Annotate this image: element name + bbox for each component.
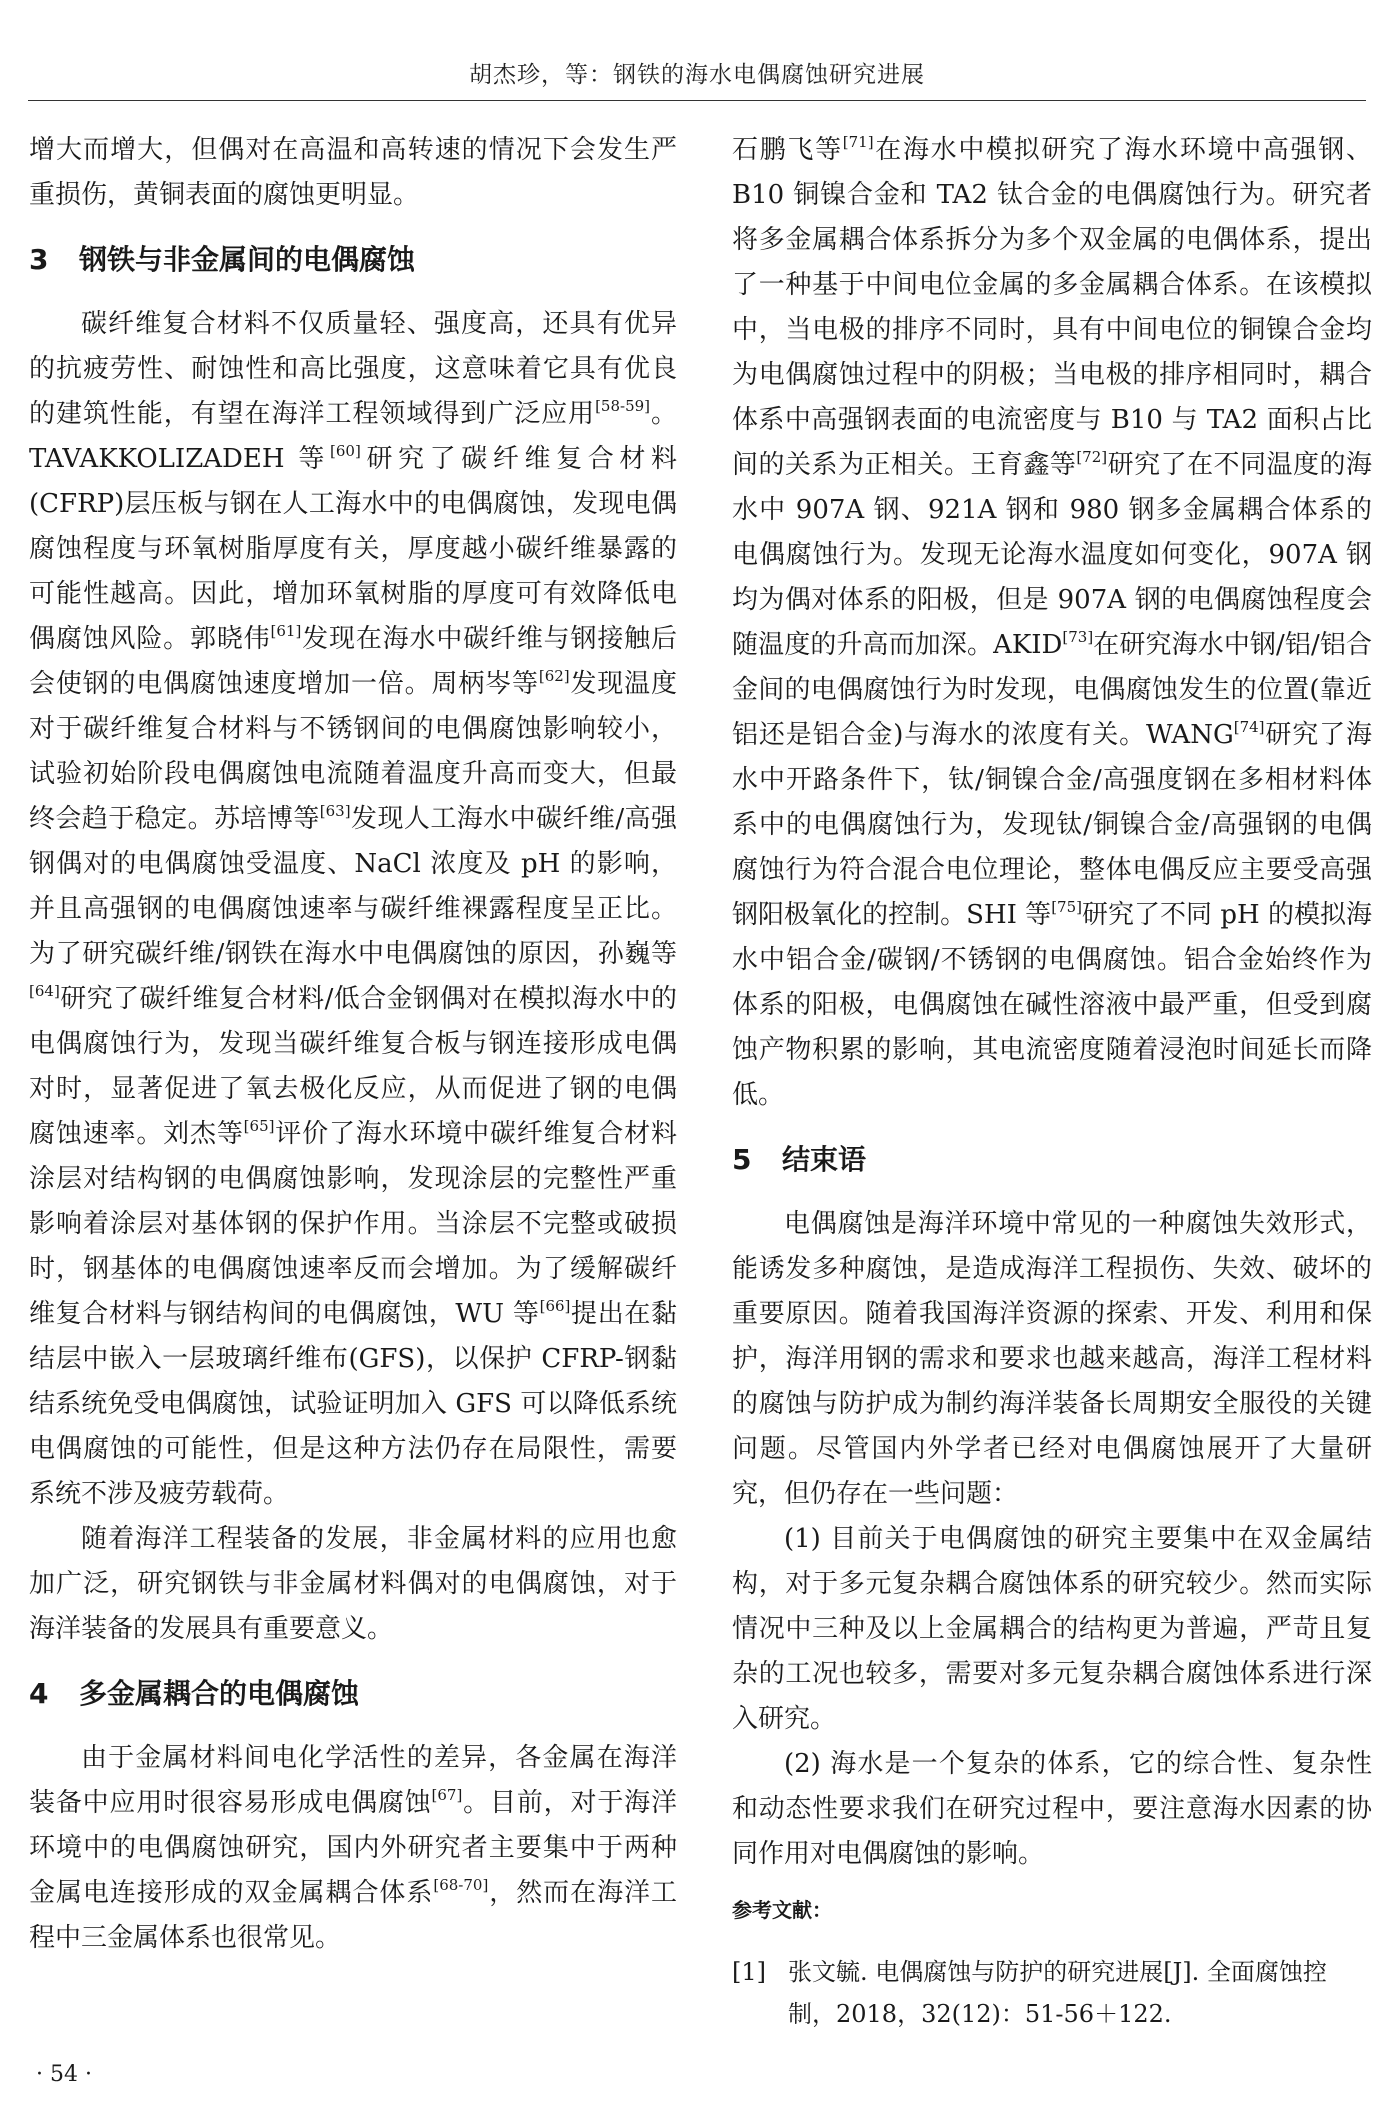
- citation: [75]: [1051, 898, 1082, 916]
- running-header: 胡杰珍，等：钢铁的海水电偶腐蚀研究进展: [469, 62, 925, 88]
- citation: [65]: [243, 1117, 275, 1135]
- citation: [68-70]: [433, 1876, 489, 1894]
- citation: [62]: [538, 667, 570, 685]
- section-3-heading: [29, 238, 677, 282]
- citation: [60]: [330, 442, 361, 460]
- left-column: [29, 128, 677, 1961]
- paragraph-point-2: (2) 海水是一个复杂的体系，它的综合性、复杂性和动态性要求我们在研究过程中，要注意海水因素的协同作用对电偶腐蚀的影响。: [732, 1749, 1372, 1869]
- text-run: 发现温度对于碳纤维复合材料与不锈钢间的电偶腐蚀影响较小，试验初始阶段电偶腐蚀电流随着温度升高而变大，但最终会趋于稳定。苏培博等: [29, 669, 677, 834]
- paragraph-multimetal-cont: [732, 128, 1372, 1118]
- right-column: [732, 128, 1372, 2035]
- text-run: 。目前，对于海洋环境中的电偶腐蚀研究，国内外研究者主要集中于两种金属电连接形成的双金属耦合体系: [29, 1788, 677, 1908]
- citation: [63]: [319, 802, 351, 820]
- text-run: 石鹏飞等: [732, 135, 843, 165]
- paragraph-conclusion: 电偶腐蚀是海洋环境中常见的一种腐蚀失效形式，能诱发多种腐蚀，是造成海洋工程损伤、失效、破坏的重要原因。随着我国海洋资源的探索、开发、利用和保护，海洋用钢的需求和要求也越来越高，海洋工程材料的腐蚀与防护成为制约海洋装备长周期安全服役的关键问题。尽管国内外学者已经对电偶腐蚀展开了大量研究，但仍存在一些问题：: [732, 1209, 1372, 1509]
- text-run: 碳纤维复合材料不仅质量轻、强度高，还具有优异的抗疲劳性、耐蚀性和高比强度，这意味着它具有优良的建筑性能，有望在海洋工程领域得到广泛应用: [29, 309, 677, 429]
- section-number: 3: [29, 243, 49, 276]
- text-run: 。TAVAKKOLIZADEH 等: [29, 399, 677, 474]
- section-5-heading: [732, 1138, 1372, 1182]
- text-run: 发现人工海水中碳纤维/高强钢偶对的电偶腐蚀受温度、NaCl 浓度及 pH 的影响，并且高强钢的电偶腐蚀速率与碳纤维裸露程度呈正比。为了研究碳纤维/钢铁在海水中电偶腐蚀的原因，孙巍等: [29, 804, 677, 969]
- text-run: 研究了不同 pH 的模拟海水中铝合金/碳钢/不锈钢的电偶腐蚀。铝合金始终作为体系的阳极，电偶腐蚀在碱性溶液中最严重，但受到腐蚀产物积累的影响，其电流密度随着浸泡时间延长而降低。: [732, 900, 1372, 1110]
- section-4-heading: [29, 1672, 677, 1716]
- citation: [66]: [539, 1297, 571, 1315]
- header-rule: [28, 100, 1366, 101]
- paragraph-point-1: (1) 目前关于电偶腐蚀的研究主要集中在双金属结构，对于多元复杂耦合腐蚀体系的研究较少。然而实际情况中三种及以上金属耦合的结构更为普遍，严苛且复杂的工况也较多，需要对多元复杂耦合腐蚀体系进行深入研究。: [732, 1524, 1372, 1734]
- section-number: 5: [732, 1143, 752, 1176]
- section-title: 结束语: [782, 1143, 867, 1176]
- citation: [71]: [842, 133, 874, 151]
- page-number: · 54 ·: [36, 2062, 92, 2087]
- citation: [74]: [1233, 718, 1265, 736]
- text-run: 在研究海水中钢/铝/铝合金间的电偶腐蚀行为时发现，电偶腐蚀发生的位置(靠近铝还是铝合金)与海水的浓度有关。WANG: [732, 630, 1372, 750]
- citation: [73]: [1062, 628, 1094, 646]
- paragraph-nonmetal-summary: 随着海洋工程装备的发展，非金属材料的应用也愈加广泛，研究钢铁与非金属材料偶对的电偶腐蚀，对于海洋装备的发展具有重要意义。: [29, 1524, 677, 1644]
- text-run: 研究了碳纤维复合材料(CFRP)层压板与钢在人工海水中的电偶腐蚀，发现电偶腐蚀程度与环氧树脂厚度有关，厚度越小碳纤维暴露的可能性越高。因此，增加环氧树脂的厚度可有效降低电偶腐蚀风险。郭晓伟: [29, 444, 677, 654]
- text-run: 评价了海水环境中碳纤维复合材料涂层对结构钢的电偶腐蚀影响，发现涂层的完整性严重影响着涂层对基体钢的保护作用。当涂层不完整或破损时，钢基体的电偶腐蚀速率反而会增加。为了缓解碳纤维复合材料与钢结构间的电偶腐蚀，WU 等: [29, 1119, 677, 1329]
- references-title: 参考文献：: [732, 1898, 832, 1922]
- text-run: ，然而在海洋工程中三金属体系也很常见。: [29, 1878, 677, 1953]
- text-run: 在海水中模拟研究了海水环境中高强钢、B10 铜镍合金和 TA2 钛合金的电偶腐蚀行为。研究者将多金属耦合体系拆分为多个双金属的电偶体系，提出了一种基于中间电位金属的多金属耦合体系。在该模拟中，当电极的排序不同时，具有中间电位的铜镍合金均为电偶腐蚀过程中的阴极；当电极的排序相同时，耦合体系中高强钢表面的电流密度与 B10 与 TA2 面积占比间的关系为正相关。王育鑫等: [732, 135, 1372, 480]
- paragraph-continuation: 增大而增大，但偶对在高温和高转速的情况下会发生严重损伤，黄铜表面的腐蚀更明显。: [29, 135, 677, 210]
- text-run: 发现在海水中碳纤维与钢接触后会使钢的电偶腐蚀速度增加一倍。周柄岑等: [29, 624, 677, 699]
- citation: [67]: [431, 1786, 463, 1804]
- text-run: 研究了在不同温度的海水中 907A 钢、921A 钢和 980 钢多金属耦合体系的电偶腐蚀行为。发现无论海水温度如何变化，907A 钢均为偶对体系的阳极，但是 907A 钢的电偶腐蚀程度会随温度的升高而加深。AKID: [732, 450, 1372, 660]
- section-number: 4: [29, 1677, 49, 1710]
- text-run: 由于金属材料间电化学活性的差异，各金属在海洋装备中应用时很容易形成电偶腐蚀: [29, 1743, 677, 1818]
- text-run: 提出在黏结层中嵌入一层玻璃纤维布(GFS)，以保护 CFRP-钢黏结系统免受电偶腐蚀，试验证明加入 GFS 可以降低系统电偶腐蚀的可能性，但是这种方法仍存在局限性，需要系统不涉及疲劳载荷。: [29, 1299, 677, 1509]
- citation: [72]: [1076, 448, 1108, 466]
- text-run: 研究了碳纤维复合材料/低合金钢偶对在模拟海水中的电偶腐蚀行为，发现当碳纤维复合板与钢连接形成电偶对时，显著促进了氧去极化反应，从而促进了钢的电偶腐蚀速率。刘杰等: [29, 984, 677, 1149]
- section-title: 多金属耦合的电偶腐蚀: [79, 1677, 360, 1710]
- reference-number: [1]: [732, 1958, 766, 1986]
- paragraph-cfrp: [29, 302, 677, 1517]
- paragraph-multimetal: [29, 1736, 677, 1961]
- section-title: 钢铁与非金属间的电偶腐蚀: [79, 243, 416, 276]
- citation: [58-59]: [595, 397, 651, 415]
- text-run: 研究了海水中开路条件下，钛/铜镍合金/高强度钢在多相材料体系中的电偶腐蚀行为，发现钛/铜镍合金/高强钢的电偶腐蚀行为符合混合电位理论，整体电偶反应主要受高强钢阳极氧化的控制。SHI 等: [732, 720, 1372, 930]
- reference-item: [732, 1951, 1372, 2035]
- citation: [61]: [270, 622, 302, 640]
- reference-text: 张文毓. 电偶腐蚀与防护的研究进展[J]. 全面腐蚀控制，2018，32(12)：51-56＋122.: [788, 1958, 1327, 2028]
- citation: [64]: [29, 982, 60, 1000]
